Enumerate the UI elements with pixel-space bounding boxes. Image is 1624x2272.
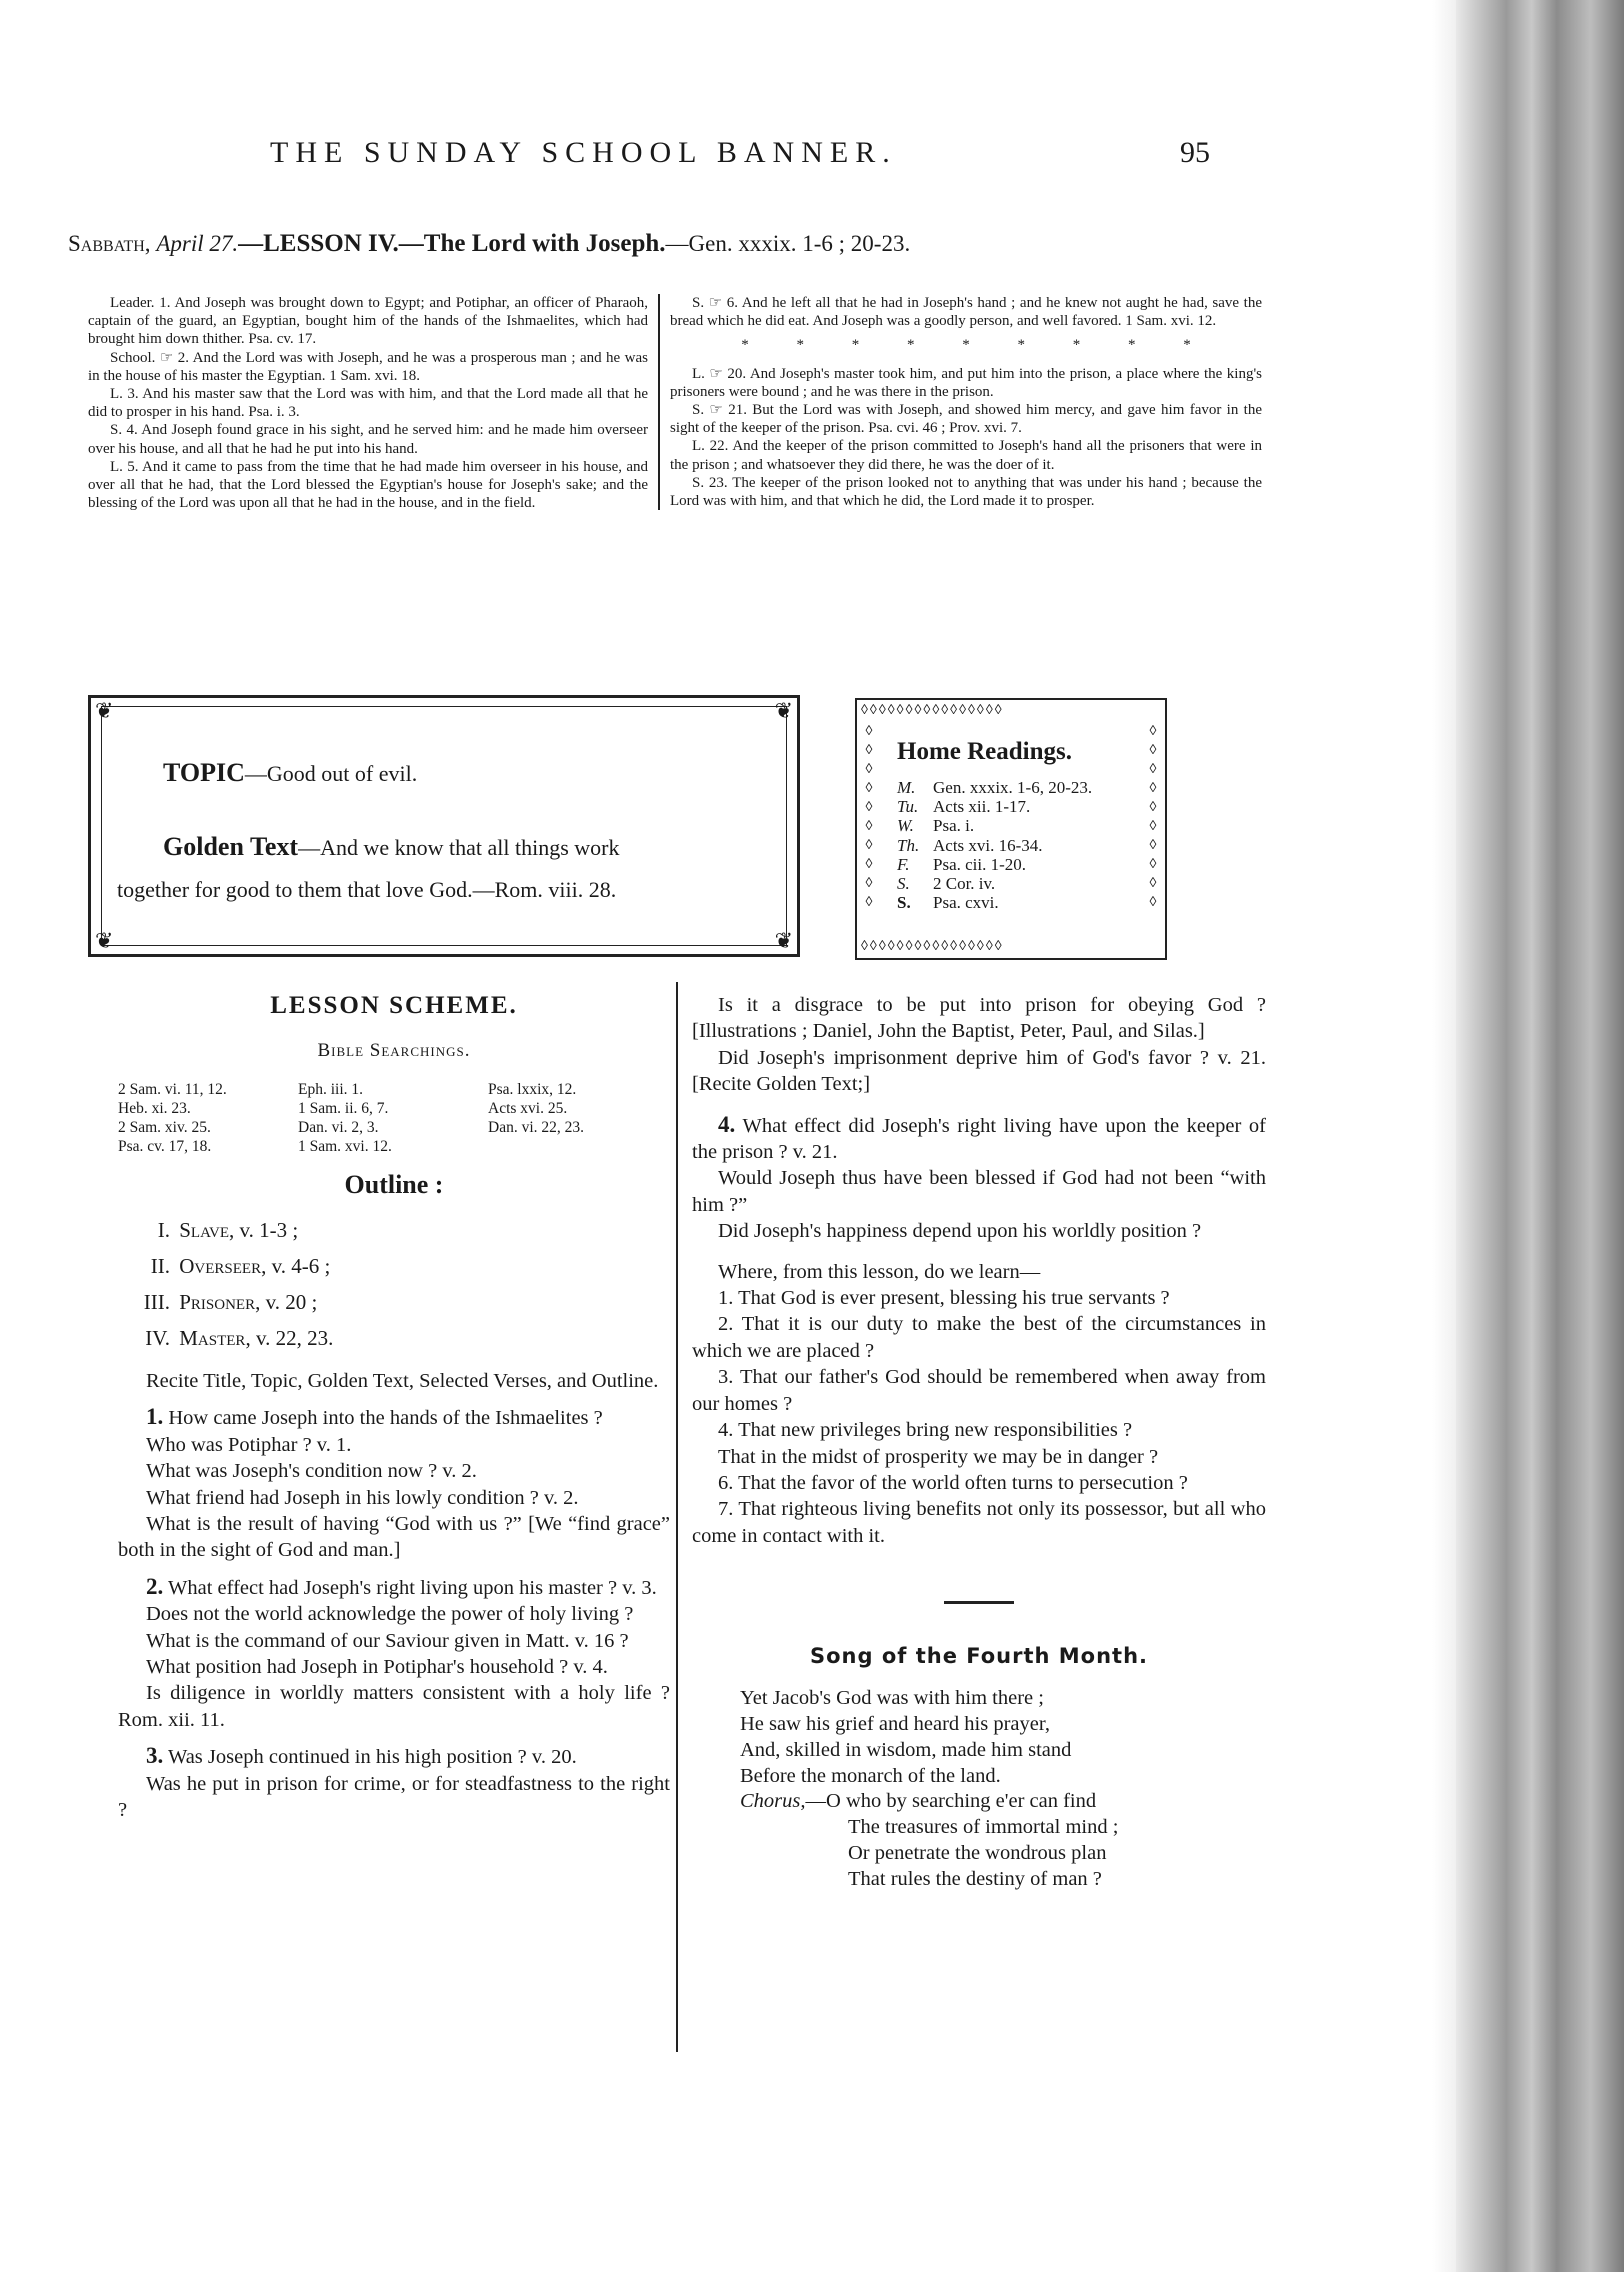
- golden-text-2: together for good to them that love God.—Rom. viii. 28.: [117, 877, 617, 902]
- lesson-point: 1. That God is ever present, blessing his true servants ?: [718, 1287, 1170, 1310]
- outline-num: II.: [150, 1254, 170, 1278]
- song-verse: [692, 1686, 1266, 1892]
- ref-cell: Heb. xi. 23.: [118, 1100, 191, 1117]
- ornament-border-top: ◊◊◊◊◊◊◊◊◊◊◊◊◊◊◊◊: [861, 703, 1004, 718]
- outline-title: Outline :: [344, 1170, 444, 1199]
- reading-ref: Psa. i.: [933, 816, 975, 836]
- question: Does not the world acknowledge the power of holy living ?: [146, 1603, 634, 1626]
- section-divider: [944, 1601, 1014, 1604]
- lesson-point: 6. That the favor of the world often turns to persecution ?: [718, 1471, 1188, 1494]
- bible-searchings-refs: [118, 1080, 670, 1156]
- verse: School. ☞ 2. And the Lord was with Joseph, and he was a prosperous man ; and he was in the house of his master the Egyptian. 1 Sam. xvi. 18.: [88, 349, 648, 384]
- list-item: [897, 874, 1092, 893]
- question: Who was Potiphar ? v. 1.: [146, 1433, 352, 1456]
- ref-cell: 1 Sam. ii. 6, 7.: [298, 1100, 389, 1117]
- golden-text: [117, 826, 763, 911]
- question-text: Was Joseph continued in his high position ? v. 20.: [163, 1746, 577, 1769]
- verse: L. 3. And his master saw that the Lord was with him, and that the Lord made all that he did to prosper in his hand. Psa. i. 3.: [88, 386, 648, 421]
- outline-list: [118, 1212, 670, 1356]
- reading-ref: Gen. xxxix. 1-6, 20-23.: [933, 778, 1093, 797]
- outline-item: [118, 1248, 670, 1284]
- outline-word: Prisoner: [179, 1290, 256, 1314]
- ref-cell: Acts xvi. 25.: [488, 1100, 568, 1117]
- outline-ref: , v. 22, 23.: [245, 1326, 334, 1350]
- lesson-reference: —Gen. xxxix. 1-6 ; 20-23.: [665, 231, 911, 256]
- ref-cell: Dan. vi. 22, 23.: [488, 1119, 585, 1136]
- song-line: Before the monarch of the land.: [740, 1764, 1001, 1787]
- list-item: [897, 816, 1092, 835]
- recite-instructions: Recite Title, Topic, Golden Text, Selected Verses, and Outline.: [146, 1370, 659, 1392]
- page: [60, 120, 1266, 1890]
- song-line: [740, 1789, 1266, 1815]
- lesson-point: 4. That new privileges bring new responsibilities ?: [718, 1419, 1133, 1442]
- outline-num: IV.: [145, 1326, 170, 1350]
- outline-word: Master: [179, 1326, 246, 1350]
- question: [118, 1574, 670, 1601]
- verse: L. 5. And it came to pass from the time that he had made him overseer in his house, and over all that he had, that the Lord blessed the Egyptian's house for Joseph's sake; and the blessing of the Lord was upon all that he had in the house, and in the field.: [88, 458, 648, 512]
- verse: S. 4. And Joseph found grace in his sight, and he served him: and he made him overseer over his house, and all that he had he put into his hand.: [88, 422, 648, 457]
- topic-box: [88, 695, 800, 957]
- chorus-label: Chorus,: [740, 1790, 806, 1813]
- golden-text-1: —And we know that all things work: [298, 835, 620, 860]
- ornament-border-left: ◊ ◊ ◊ ◊ ◊ ◊ ◊ ◊ ◊ ◊: [865, 724, 873, 910]
- reading-day: Th.: [897, 835, 920, 855]
- page-edge: [1432, 0, 1456, 2272]
- question: Is diligence in worldly matters consistent with a holy life ? Rom. xii. 11.: [118, 1682, 670, 1731]
- ref-cell: Psa. lxxix, 12.: [488, 1081, 577, 1098]
- reading-day: S.: [897, 893, 911, 913]
- outline-item: [118, 1284, 670, 1320]
- outline-ref: , v. 20 ;: [255, 1290, 318, 1314]
- ornament-border-bottom: ◊◊◊◊◊◊◊◊◊◊◊◊◊◊◊◊: [861, 939, 1004, 954]
- home-readings-box: [855, 698, 1167, 960]
- ref-cell: 2 Sam. xiv. 25.: [118, 1119, 211, 1136]
- outline-ref: , v. 4-6 ;: [261, 1254, 331, 1278]
- running-title: THE SUNDAY SCHOOL BANNER.: [270, 136, 897, 169]
- question: What was Joseph's condition now ? v. 2.: [146, 1460, 477, 1483]
- question: Where, from this lesson, do we learn—: [718, 1260, 1041, 1283]
- ornament-corner-icon: ❦: [95, 698, 114, 723]
- questions-right-column: [676, 982, 1266, 2052]
- verse: L. 22. And the keeper of the prison committed to Joseph's hand all the prisoners that were in the prison ; and whatsoever they did there, he was the doer of it.: [670, 438, 1262, 473]
- question: Is it a disgrace to be put into prison for obeying God ? [Illustrations ; Daniel, John the Baptist, Peter, Paul, and Silas.]: [692, 994, 1266, 1043]
- song-title: Song of the Fourth Month.: [809, 1644, 1149, 1669]
- scheme-title: LESSON SCHEME.: [270, 992, 518, 1019]
- question: [692, 1112, 1266, 1166]
- reading-ref: Psa. cii. 1-20.: [933, 854, 1027, 874]
- lesson-point: 2. That it is our duty to make the best of the circumstances in which we are placed ?: [692, 1313, 1266, 1362]
- question-text: What effect had Joseph's right living upon his master ? v. 3.: [163, 1576, 657, 1599]
- ref-cell: Psa. cv. 17, 18.: [118, 1138, 212, 1155]
- list-item: [897, 893, 1092, 912]
- song-line: He saw his grief and heard his prayer,: [740, 1712, 1050, 1735]
- question: Was he put in prison for crime, or for steadfastness to the right ?: [118, 1772, 670, 1822]
- question: Did Joseph's happiness depend upon his worldly position ?: [718, 1220, 1202, 1243]
- scripture-left: [88, 294, 648, 512]
- question-text: How came Joseph into the hands of the Ishmaelites ?: [163, 1407, 603, 1430]
- running-header: [60, 120, 1230, 180]
- page-number: 95: [1180, 136, 1210, 169]
- ornament-corner-icon: ❦: [95, 928, 114, 953]
- question: What is the command of our Saviour given in Matt. v. 16 ?: [146, 1629, 629, 1652]
- lesson-point: 3. That our father's God should be remembered when away from our homes ?: [692, 1366, 1266, 1415]
- question: Would Joseph thus have been blessed if God had not been “with him ?”: [692, 1167, 1266, 1216]
- question: What position had Joseph in Potiphar's household ? v. 4.: [146, 1656, 608, 1679]
- reading-day: Tu.: [897, 797, 919, 817]
- reading-ref: Psa. cxvi.: [933, 893, 999, 913]
- question-number: 4.: [718, 1111, 736, 1137]
- ornament-corner-icon: ❦: [774, 928, 793, 953]
- outline-item: [118, 1212, 670, 1248]
- questions-right: [692, 992, 1266, 1549]
- list-item: [897, 836, 1092, 855]
- lesson-point: That in the midst of prosperity we may be in danger ?: [718, 1445, 1159, 1468]
- questions-left: [118, 1368, 670, 1824]
- question: [118, 1743, 670, 1770]
- chorus-first-line: —O who by searching e'er can find: [805, 1790, 1097, 1813]
- reading-ref: Acts xvi. 16-34.: [933, 835, 1043, 855]
- section-stars: * * * * * * * * *: [741, 337, 1213, 354]
- lesson-scheme-column: [118, 980, 670, 1824]
- ref-cell: Eph. iii. 1.: [298, 1081, 364, 1098]
- question-text: What effect did Joseph's right living have upon the keeper of the prison ? v. 21.: [692, 1114, 1266, 1164]
- ref-cell: 1 Sam. xvi. 12.: [298, 1138, 392, 1155]
- outline-word: Overseer: [179, 1254, 262, 1278]
- outline-num: III.: [143, 1290, 170, 1314]
- verse: S. ☞ 21. But the Lord was with Joseph, and showed him mercy, and gave him favor in the sight of the keeper of the prison. Psa. cvi. 46 ; Prov. xvi. 7.: [670, 402, 1262, 437]
- reading-ref: 2 Cor. iv.: [933, 874, 996, 894]
- reading-day: W.: [897, 816, 914, 836]
- song-line: The treasures of immortal mind ;: [848, 1816, 1119, 1839]
- song-line: That rules the destiny of man ?: [848, 1867, 1102, 1890]
- reading-day: S.: [897, 874, 910, 894]
- ornament-corner-icon: ❦: [774, 698, 793, 723]
- lesson-date-prefix: Sabbath,: [68, 231, 151, 256]
- question-number: 1.: [146, 1404, 164, 1430]
- list-item: [897, 855, 1092, 874]
- song-line: Or penetrate the wondrous plan: [848, 1841, 1107, 1864]
- question-number: 3.: [146, 1743, 164, 1769]
- ref-cell: Dan. vi. 2, 3.: [298, 1119, 379, 1136]
- question: What is the result of having “God with us ?” [We “find grace” both in the sight of God and man.]: [118, 1513, 670, 1562]
- question: What friend had Joseph in his lowly condition ? v. 2.: [146, 1486, 579, 1509]
- outline-num: I.: [157, 1218, 170, 1242]
- lesson-date: April 27.: [156, 231, 239, 256]
- topic-label: TOPIC: [163, 758, 245, 787]
- song-line: And, skilled in wisdom, made him stand: [740, 1738, 1072, 1761]
- topic-text: —Good out of evil.: [244, 761, 418, 786]
- ref-cell: 2 Sam. vi. 11, 12.: [118, 1081, 227, 1098]
- verse: L. ☞ 20. And Joseph's master took him, and put him into the prison, a place where the king's prisoners were bound ; and he was there in the prison.: [670, 365, 1262, 400]
- question: [118, 1404, 670, 1431]
- topic-line: [163, 758, 417, 788]
- home-readings-title: Home Readings.: [897, 738, 1072, 765]
- book-spine: [1456, 0, 1624, 2272]
- list-item: [897, 797, 1092, 816]
- outline-item: [118, 1320, 670, 1356]
- home-readings-list: [897, 778, 1092, 912]
- ornament-border-right: ◊ ◊ ◊ ◊ ◊ ◊ ◊ ◊ ◊ ◊: [1149, 724, 1157, 910]
- list-item: [897, 778, 1092, 797]
- bible-searchings-heading: Bible Searchings.: [317, 1040, 471, 1061]
- lesson-heading: [68, 230, 1218, 258]
- ref-cell: [488, 1137, 668, 1156]
- scripture-right: [658, 294, 1262, 510]
- question-number: 2.: [146, 1573, 164, 1599]
- reading-day: F.: [897, 854, 910, 874]
- reading-ref: Acts xii. 1-17.: [933, 797, 1031, 817]
- verse: Leader. 1. And Joseph was brought down to Egypt; and Potiphar, an officer of Pharaoh, captain of the guard, an Egyptian, bought him of the hands of the Ishmaelites, which had brought him down thither. Psa. cv. 17.: [88, 295, 648, 348]
- lesson-point: 7. That righteous living benefits not only its possessor, but all who come in contact with it.: [692, 1498, 1266, 1547]
- reading-day: M.: [897, 778, 916, 797]
- outline-word: Slave: [179, 1218, 229, 1242]
- question: Did Joseph's imprisonment deprive him of God's favor ? v. 21. [Recite Golden Text;]: [692, 1046, 1266, 1096]
- lesson-title: —LESSON IV.—The Lord with Joseph.: [238, 230, 666, 257]
- golden-text-label: Golden Text: [163, 832, 299, 861]
- outline-ref: , v. 1-3 ;: [229, 1218, 299, 1242]
- verse: S. ☞ 6. And he left all that he had in Joseph's hand ; and he knew not aught he had, save the bread which he did eat. And Joseph was a goodly person, and well favored. 1 Sam. xvi. 12.: [670, 295, 1262, 330]
- verse: S. 23. The keeper of the prison looked not to anything that was under his hand ; because the Lord was with him, and that which he did, the Lord made it to prosper.: [670, 474, 1262, 510]
- song-line: Yet Jacob's God was with him there ;: [740, 1687, 1044, 1710]
